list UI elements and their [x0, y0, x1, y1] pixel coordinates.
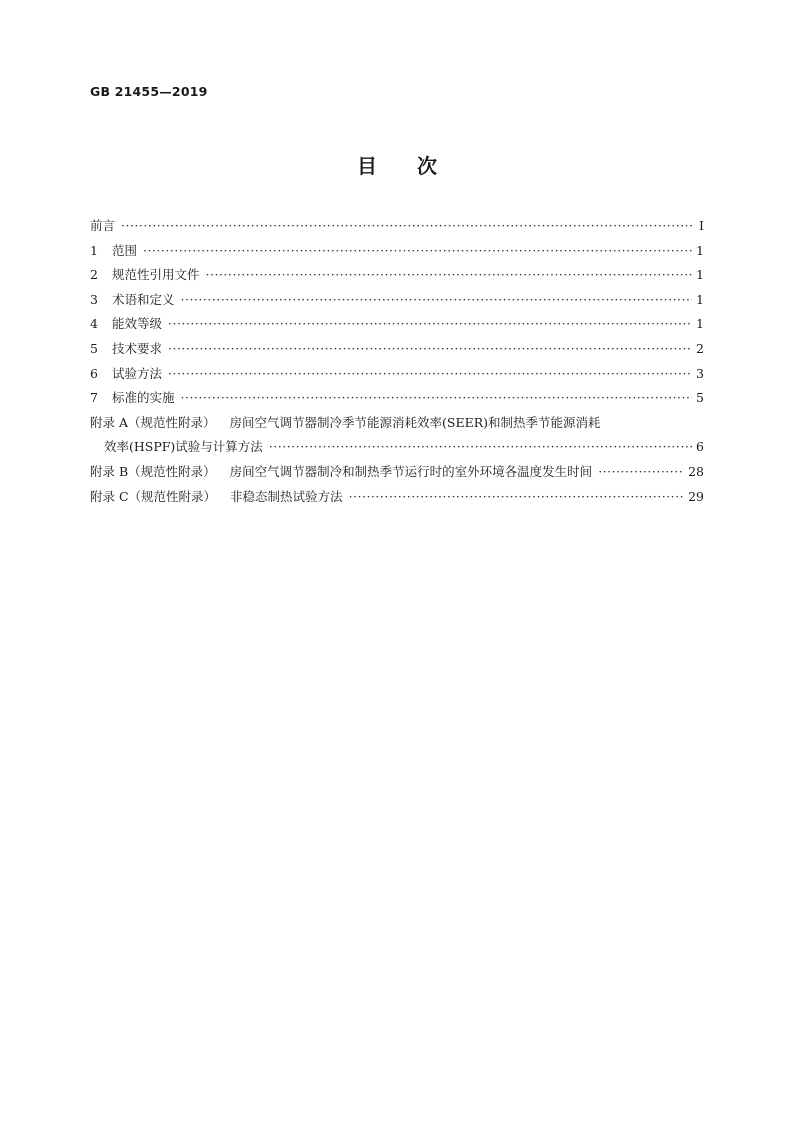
toc-entry-number: 6 [90, 365, 98, 381]
standard-code: GB 21455—2019 [90, 84, 208, 99]
toc-entry-title: 试验方法 [112, 365, 163, 381]
toc-entry-title: 规范性引用文件 [112, 267, 200, 283]
toc-entry-title: 技术要求 [112, 340, 163, 356]
toc-leader-dots [181, 288, 692, 313]
toc-entry-page: 3 [696, 365, 704, 381]
toc-entry-number: 7 [90, 390, 98, 406]
toc-entry-efficiency-grades[interactable] [90, 312, 704, 337]
toc-entry-appendix-a-continued[interactable] [90, 435, 704, 460]
toc-entry-appendix-b[interactable] [90, 460, 704, 485]
toc-entry-title: 标准的实施 [112, 390, 175, 406]
toc-entry-page: 1 [696, 316, 704, 332]
toc-leader-dots [121, 214, 692, 239]
toc-entry-title: 能效等级 [112, 316, 163, 332]
page-title: 目次 [357, 154, 477, 178]
toc-entry-number: 3 [90, 291, 98, 307]
appendix-heading: 附录 A（规范性附录） [90, 414, 216, 430]
toc-entry-page: Ⅰ [699, 218, 704, 233]
toc-entry-page: 29 [688, 488, 704, 504]
toc-entry-page: 1 [696, 267, 704, 283]
appendix-title: 非稳态制热试验方法 [230, 488, 343, 504]
toc-entry-page: 1 [696, 242, 704, 258]
appendix-title-line2: 效率(HSPF)试验与计算方法 [104, 439, 263, 455]
toc-entry-test-methods[interactable] [90, 362, 704, 387]
toc-entry-label [90, 411, 601, 436]
toc-entry-page: 28 [688, 463, 704, 479]
toc-leader-dots [168, 362, 692, 387]
toc-entry-appendix-a[interactable] [90, 411, 704, 436]
appendix-title: 房间空气调节器制冷和制热季节运行时的室外环境各温度发生时间 [229, 463, 593, 479]
toc-entry-label [90, 312, 162, 337]
toc-leader-dots [168, 312, 692, 337]
toc-entry-number: 1 [90, 242, 98, 258]
toc-entry-number: 4 [90, 316, 98, 332]
toc-entry-label [90, 263, 200, 288]
toc-entry-label [90, 460, 592, 485]
toc-entry-page: 2 [696, 340, 704, 356]
toc-entry-title: 范围 [112, 242, 138, 258]
appendix-heading: 附录 C（规范性附录） [90, 488, 217, 504]
toc-entry-label [90, 386, 175, 411]
toc-leader-dots [598, 460, 684, 485]
toc-entry-title: 前言 [90, 218, 116, 233]
toc-entry-scope[interactable] [90, 239, 704, 264]
toc-entry-label [90, 362, 162, 387]
toc-entry-number: 2 [90, 267, 98, 283]
toc-entry-label [90, 337, 162, 362]
toc-entry-page: 1 [696, 291, 704, 307]
toc-entry-foreword[interactable] [90, 214, 704, 239]
toc-entry-appendix-c[interactable] [90, 485, 704, 510]
appendix-title-line1: 房间空气调节器制冷季节能源消耗效率(SEER)和制热季节能源消耗 [229, 414, 601, 430]
toc-entry-terms-definitions[interactable] [90, 288, 704, 313]
toc-entry-label [90, 288, 175, 313]
toc-entry-implementation[interactable] [90, 386, 704, 411]
toc-leader-dots [269, 435, 692, 460]
toc-entry-page: 6 [696, 439, 704, 455]
toc-entry-title: 术语和定义 [112, 291, 175, 307]
toc-entry-page: 5 [696, 390, 704, 406]
toc-entry-label [90, 239, 137, 264]
toc-leader-dots [143, 239, 692, 264]
toc-leader-dots [349, 485, 685, 510]
toc-leader-dots [181, 386, 692, 411]
toc-entry-number: 5 [90, 340, 98, 356]
toc-entry-label [90, 485, 343, 510]
appendix-heading: 附录 B（规范性附录） [90, 463, 216, 479]
table-of-contents [90, 214, 704, 509]
toc-leader-dots [206, 263, 692, 288]
toc-entry-normative-references[interactable] [90, 263, 704, 288]
toc-leader-dots [168, 337, 692, 362]
toc-entry-technical-requirements[interactable] [90, 337, 704, 362]
